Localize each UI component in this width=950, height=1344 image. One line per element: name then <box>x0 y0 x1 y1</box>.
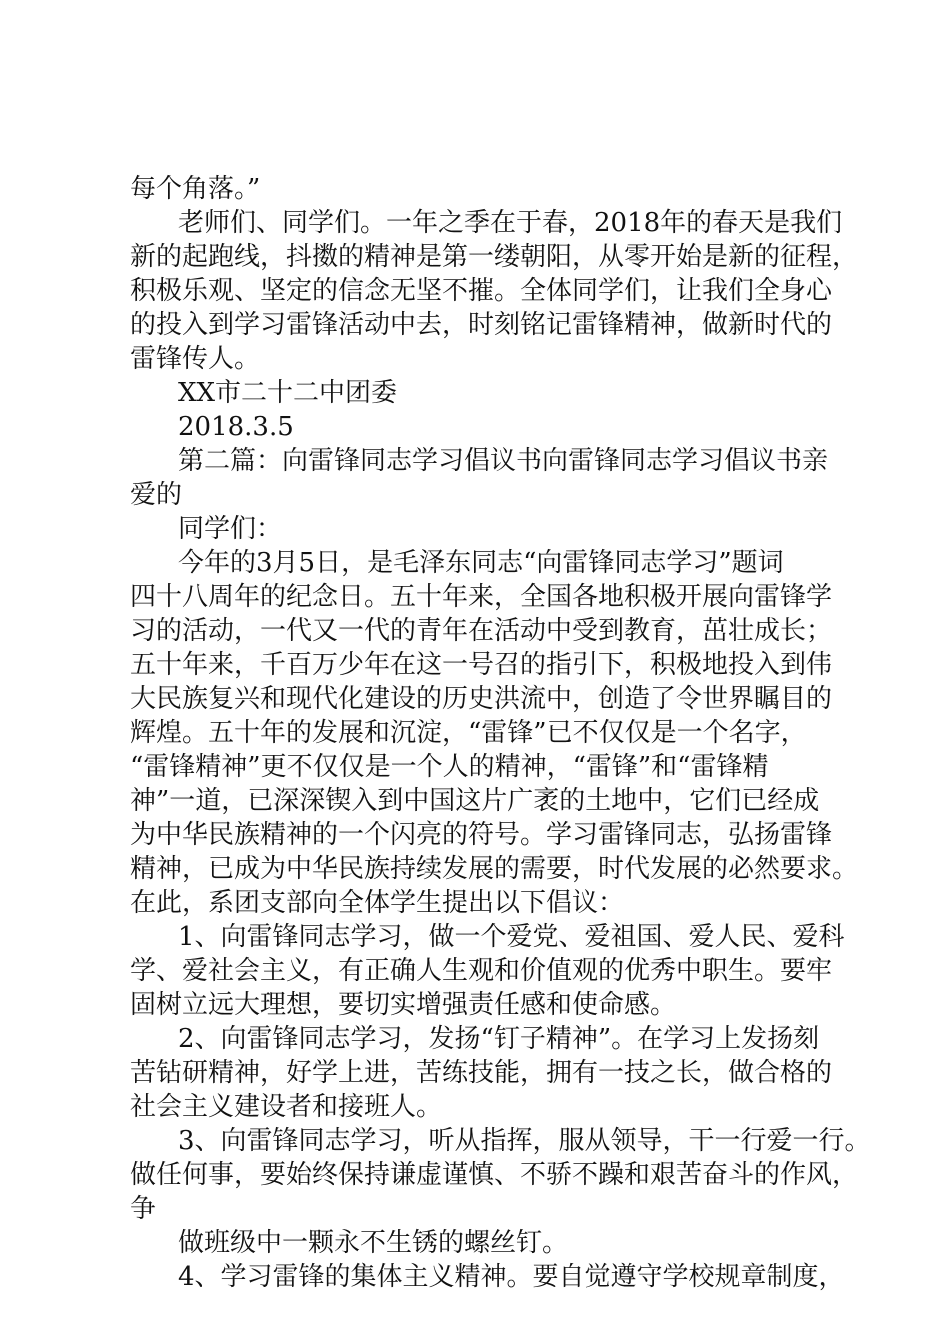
list-item-1: 1、向雷锋同志学习，做一个爱党、爱祖国、爱人民、爱科 <box>178 922 845 952</box>
text-line: “雷锋精神”更不仅仅是一个人的精神，“雷锋”和“雷锋精 <box>130 752 769 782</box>
text-line: 固树立远大理想，要切实增强责任感和使命感。 <box>130 990 677 1020</box>
text-line: 新的起跑线，抖擞的精神是第一缕朝阳，从零开始是新的征程， <box>130 242 859 272</box>
text-line: 精神，已成为中华民族持续发展的需要，时代发展的必然要求。 <box>130 854 859 884</box>
text-line: 的投入到学习雷锋活动中去，时刻铭记雷锋精神，做新时代的 <box>130 310 833 340</box>
text-line: 辉煌。五十年的发展和沉淀，“雷锋”已不仅仅是一个名字， <box>130 718 807 748</box>
text-line: 做任何事，要始终保持谦虚谨慎、不骄不躁和艰苦奋斗的作风， <box>130 1160 859 1190</box>
text-line: 五十年来，千百万少年在这一号召的指引下，积极地投入到伟 <box>130 650 833 680</box>
text-line: 积极乐观、坚定的信念无坚不摧。全体同学们，让我们全身心 <box>130 276 833 306</box>
text-line: 争 <box>130 1194 157 1224</box>
text-line: 社会主义建设者和接班人。 <box>130 1092 443 1122</box>
list-item-2: 2、向雷锋同志学习，发扬“钉子精神”。在学习上发扬刻 <box>178 1024 820 1054</box>
text-line: 做班级中一颗永不生锈的螺丝钉。 <box>178 1228 569 1258</box>
text-line: 每个角落。” <box>130 174 261 204</box>
text-line: 老师们、同学们。一年之季在于春，2018年的春天是我们 <box>178 208 843 238</box>
text-line: 四十八周年的纪念日。五十年来，全国各地积极开展向雷锋学 <box>130 582 833 612</box>
section-heading-cont: 爱的 <box>130 480 183 510</box>
list-item-3: 3、向雷锋同志学习，听从指挥，服从领导，干一行爱一行。 <box>178 1126 871 1156</box>
text-line: 神”一道，已深深锲入到中国这片广袤的土地中，它们已经成 <box>130 786 820 816</box>
list-item-4: 4、学习雷锋的集体主义精神。要自觉遵守学校规章制度， <box>178 1262 845 1292</box>
section-heading: 第二篇：向雷锋同志学习倡议书向雷锋同志学习倡议书亲 <box>178 446 829 476</box>
signature-date: 2018.3.5 <box>178 412 294 442</box>
text-line: 为中华民族精神的一个闪亮的符号。学习雷锋同志，弘扬雷锋 <box>130 820 833 850</box>
signature-organization: XX市二十二中团委 <box>178 378 398 408</box>
text-line: 学、爱社会主义，有正确人生观和价值观的优秀中职生。要牢 <box>130 956 833 986</box>
text-line: 大民族复兴和现代化建设的历史洪流中，创造了令世界瞩目的 <box>130 684 833 714</box>
text-line: 苦钻研精神，好学上进，苦练技能，拥有一技之长，做合格的 <box>130 1058 833 1088</box>
text-line: 习的活动，一代又一代的青年在活动中受到教育，茁壮成长； <box>130 616 833 646</box>
text-line: 在此，系团支部向全体学生提出以下倡议： <box>130 888 625 918</box>
salutation: 同学们： <box>178 514 283 544</box>
text-line: 雷锋传人。 <box>130 344 261 374</box>
text-line: 今年的3月5日，是毛泽东同志“向雷锋同志学习”题词 <box>178 548 784 578</box>
